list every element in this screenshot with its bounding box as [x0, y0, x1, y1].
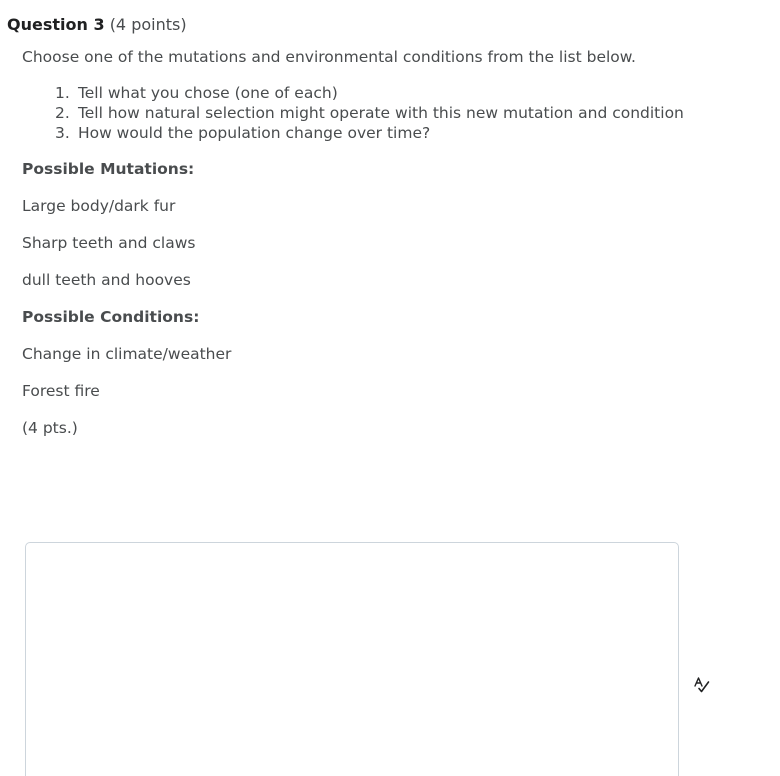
- list-item: 1. Tell what you chose (one of each): [55, 84, 338, 102]
- mutation-option: Sharp teeth and claws: [22, 234, 196, 252]
- condition-option: Change in climate/weather: [22, 345, 232, 363]
- answer-textarea[interactable]: [25, 542, 679, 776]
- question-title: Question 3: [7, 15, 105, 34]
- list-item: 2. Tell how natural selection might operate with this new mutation and condition: [55, 104, 684, 122]
- mutations-heading: Possible Mutations:: [22, 160, 195, 178]
- question-points: (4 points): [109, 15, 187, 34]
- condition-option: Forest fire: [22, 382, 100, 400]
- instructions-list: [22, 83, 762, 143]
- spellcheck-icon[interactable]: [693, 676, 711, 694]
- mutation-option: Large body/dark fur: [22, 197, 176, 215]
- question-prompt: Choose one of the mutations and environmental conditions from the list below.: [22, 48, 636, 66]
- mutation-option: dull teeth and hooves: [22, 271, 191, 289]
- question-header: [7, 14, 187, 36]
- spellcheck-icon-glyph: [693, 676, 711, 694]
- question-body: [22, 46, 762, 439]
- points-note: (4 pts.): [22, 419, 78, 437]
- conditions-heading: Possible Conditions:: [22, 308, 200, 326]
- list-item: 3. How would the population change over time?: [55, 124, 431, 142]
